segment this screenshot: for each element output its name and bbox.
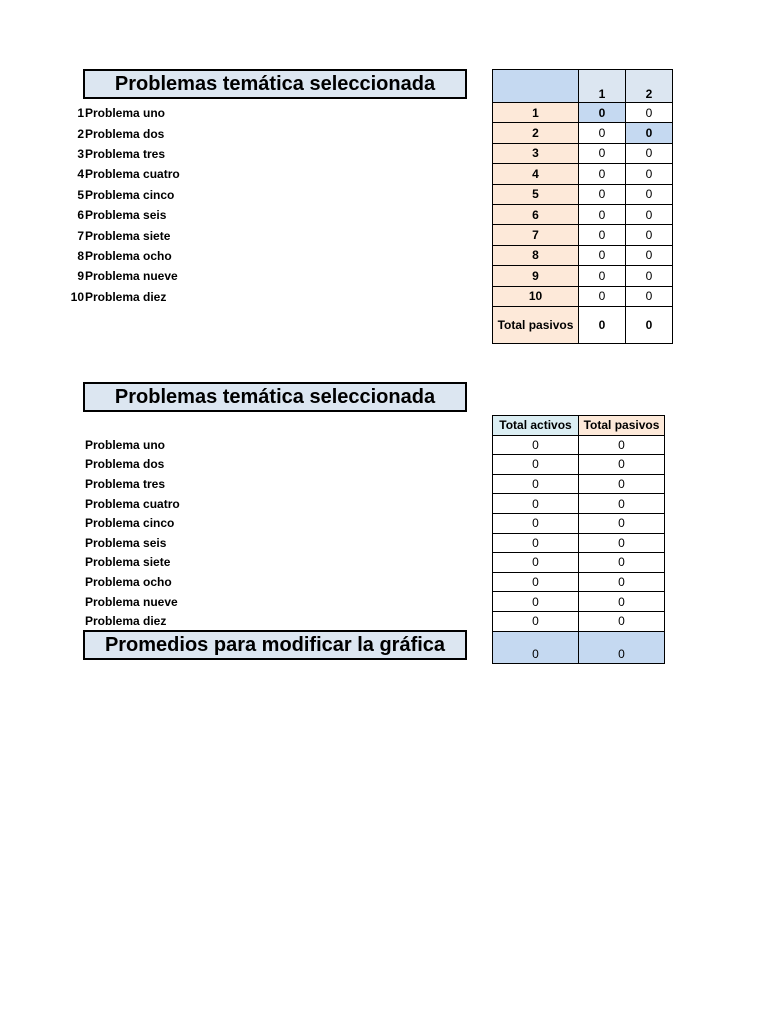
matrix-cell[interactable]: 0 xyxy=(579,143,626,163)
total-pasivos-cell[interactable]: 0 xyxy=(579,572,665,592)
problem-list xyxy=(60,103,180,307)
matrix-row-header[interactable]: 10 xyxy=(493,286,579,306)
total-pasivos-cell[interactable]: 0 xyxy=(579,553,665,573)
list-item: Problema nueve xyxy=(85,594,178,609)
totals-table xyxy=(492,415,665,664)
matrix-row-header[interactable]: 3 xyxy=(493,143,579,163)
matrix-row-header[interactable]: 4 xyxy=(493,164,579,184)
list-item: Problema diez xyxy=(85,614,167,629)
matrix-cell[interactable]: 0 xyxy=(626,204,673,224)
matrix-row-header[interactable]: 9 xyxy=(493,266,579,286)
total-activos-cell[interactable]: 0 xyxy=(493,494,579,514)
matrix-cell[interactable]: 0 xyxy=(626,103,673,123)
matrix-row-header[interactable]: 8 xyxy=(493,245,579,265)
total-pasivos-cell[interactable]: 0 xyxy=(579,533,665,553)
total-activos-cell[interactable]: 0 xyxy=(493,455,579,475)
matrix-cell[interactable]: 0 xyxy=(579,164,626,184)
problem-name-list xyxy=(85,435,180,631)
matrix-col-header[interactable]: 2 xyxy=(626,70,673,103)
matrix-corner-cell[interactable] xyxy=(493,70,579,103)
matrix-cell[interactable]: 0 xyxy=(579,286,626,306)
total-pasivos-cell[interactable]: 0 xyxy=(579,513,665,533)
total-pasivos-label[interactable]: Total pasivos xyxy=(493,306,579,343)
total-activos-header[interactable]: Total activos xyxy=(493,416,579,436)
matrix-cell[interactable]: 0 xyxy=(626,143,673,163)
matrix-cell[interactable]: 0 xyxy=(626,266,673,286)
section2-title: Problemas temática seleccionada xyxy=(83,382,467,412)
averages-title: Promedios para modificar la gráfica xyxy=(83,630,467,660)
total-pasivos-cell[interactable]: 0 xyxy=(579,592,665,612)
total-activos-cell[interactable]: 0 xyxy=(493,611,579,631)
list-item: Problema siete xyxy=(85,555,171,570)
total-pasivos-cell[interactable]: 0 xyxy=(579,455,665,475)
total-pasivos-cell[interactable]: 0 xyxy=(579,611,665,631)
matrix-col-header[interactable]: 1 xyxy=(579,70,626,103)
total-pasivos-cell[interactable]: 0 xyxy=(579,306,626,343)
average-pasivos-cell[interactable]: 0 xyxy=(579,631,665,663)
matrix-row-header[interactable]: 1 xyxy=(493,103,579,123)
total-pasivos-cell[interactable]: 0 xyxy=(579,494,665,514)
list-item: 5 Problema cinco xyxy=(77,187,175,202)
matrix-cell[interactable]: 0 xyxy=(579,225,626,245)
influence-matrix xyxy=(492,69,673,344)
total-pasivos-header[interactable]: Total pasivos xyxy=(579,416,665,436)
list-item: 3 Problema tres xyxy=(77,146,166,161)
matrix-cell[interactable]: 0 xyxy=(626,164,673,184)
list-item: Problema tres xyxy=(85,476,166,491)
total-activos-cell[interactable]: 0 xyxy=(493,533,579,553)
list-item: 9 Problema nueve xyxy=(77,269,178,284)
total-pasivos-cell[interactable]: 0 xyxy=(579,474,665,494)
list-item: Problema dos xyxy=(85,457,165,472)
list-item: Problema uno xyxy=(85,437,166,452)
matrix-cell[interactable]: 0 xyxy=(579,123,626,143)
total-activos-cell[interactable]: 0 xyxy=(493,474,579,494)
matrix-cell[interactable]: 0 xyxy=(626,123,673,143)
matrix-cell[interactable]: 0 xyxy=(626,184,673,204)
list-item: 8 Problema ocho xyxy=(77,248,172,263)
total-activos-cell[interactable]: 0 xyxy=(493,592,579,612)
list-item: 2 Problema dos xyxy=(77,126,165,141)
matrix-cell[interactable]: 0 xyxy=(579,204,626,224)
matrix-cell[interactable]: 0 xyxy=(626,245,673,265)
total-pasivos-cell[interactable]: 0 xyxy=(579,435,665,455)
list-item: 6 Problema seis xyxy=(77,208,167,223)
matrix-cell[interactable]: 0 xyxy=(579,245,626,265)
matrix-cell[interactable]: 0 xyxy=(626,225,673,245)
list-item: 10 Problema diez xyxy=(70,289,167,304)
matrix-row-header[interactable]: 7 xyxy=(493,225,579,245)
matrix-cell[interactable]: 0 xyxy=(579,103,626,123)
matrix-cell[interactable]: 0 xyxy=(626,286,673,306)
section1-title: Problemas temática seleccionada xyxy=(83,69,467,99)
total-activos-cell[interactable]: 0 xyxy=(493,513,579,533)
average-activos-cell[interactable]: 0 xyxy=(493,631,579,663)
list-item: Problema cuatro xyxy=(85,496,180,511)
list-item: Problema cinco xyxy=(85,516,175,531)
list-item: 7 Problema siete xyxy=(77,228,171,243)
list-item: 1 Problema uno xyxy=(77,106,166,121)
total-pasivos-cell[interactable]: 0 xyxy=(626,306,673,343)
total-activos-cell[interactable]: 0 xyxy=(493,572,579,592)
list-item: Problema seis xyxy=(85,535,167,550)
matrix-cell[interactable]: 0 xyxy=(579,184,626,204)
matrix-cell[interactable]: 0 xyxy=(579,266,626,286)
total-activos-cell[interactable]: 0 xyxy=(493,553,579,573)
matrix-row-header[interactable]: 2 xyxy=(493,123,579,143)
list-item: Problema ocho xyxy=(85,574,172,589)
list-item: 4 Problema cuatro xyxy=(77,167,180,182)
matrix-row-header[interactable]: 6 xyxy=(493,204,579,224)
matrix-row-header[interactable]: 5 xyxy=(493,184,579,204)
total-activos-cell[interactable]: 0 xyxy=(493,435,579,455)
